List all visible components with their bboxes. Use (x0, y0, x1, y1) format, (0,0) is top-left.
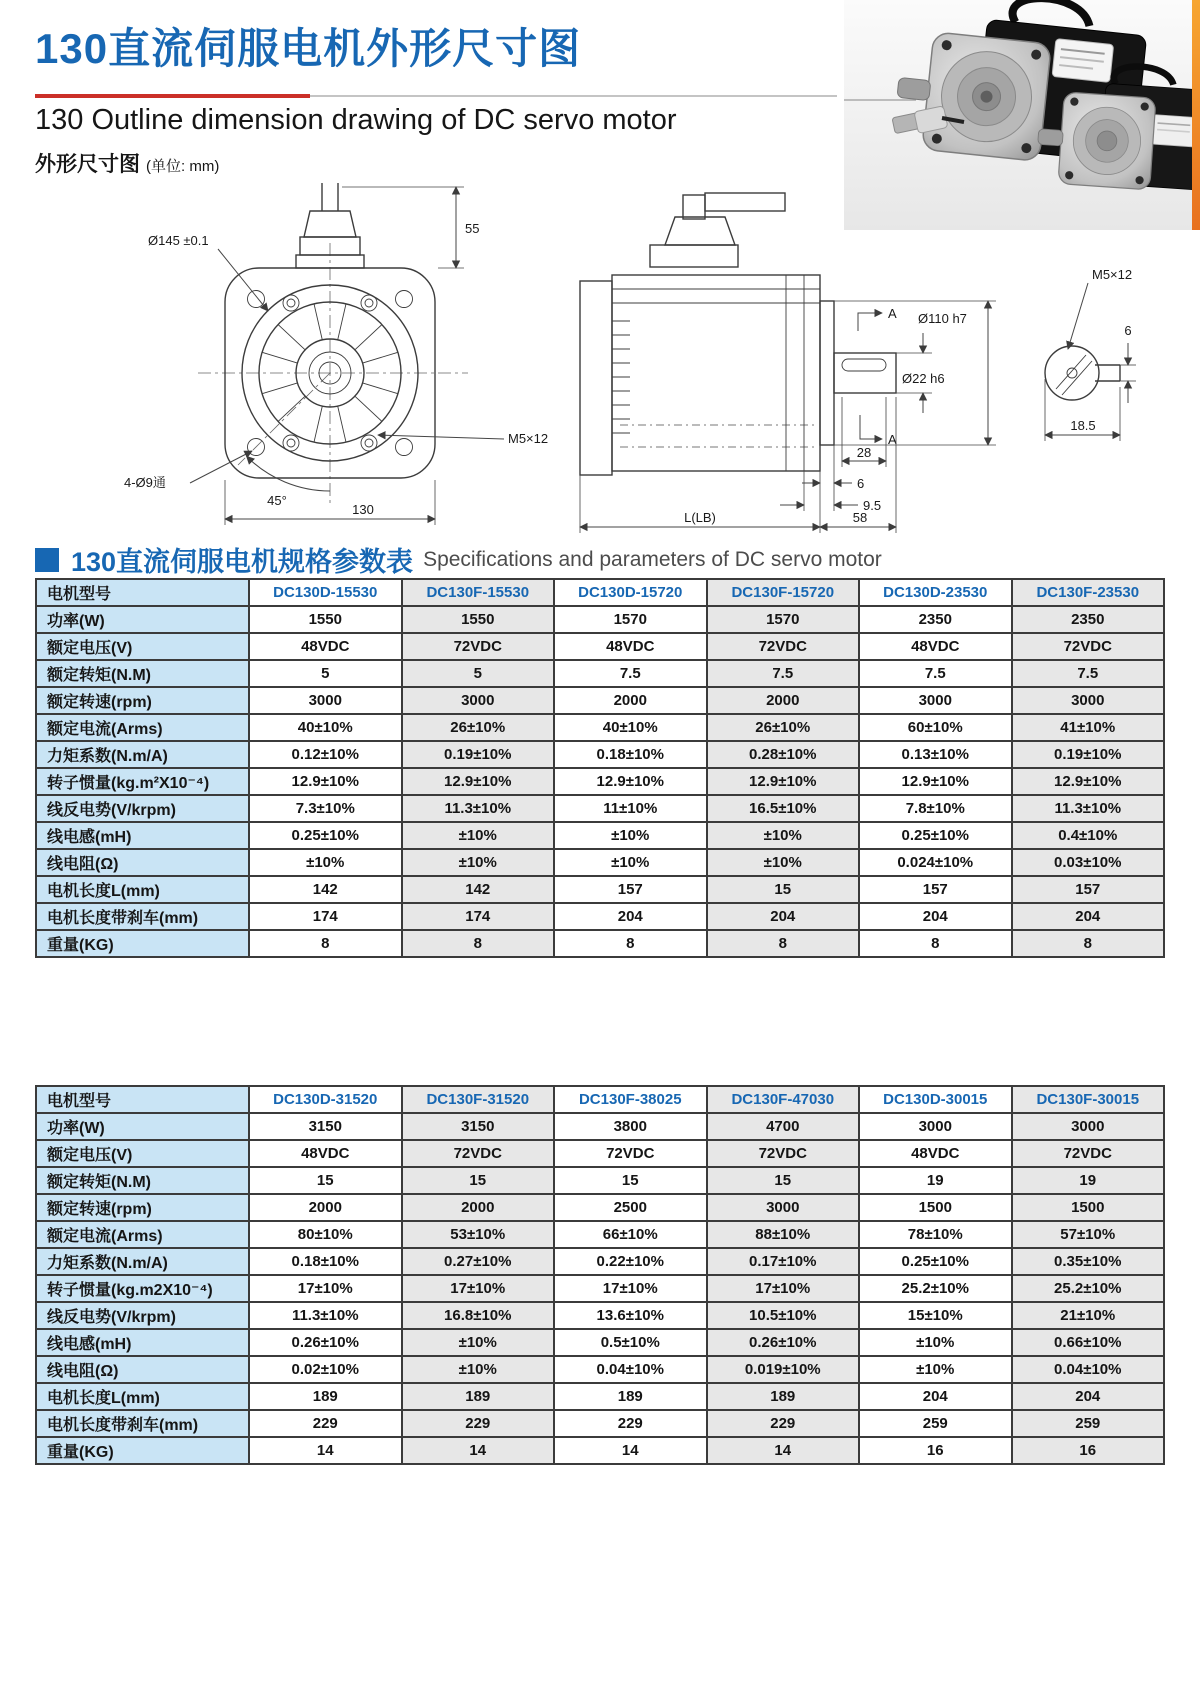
value-cell: 0.18±10% (554, 741, 707, 768)
model-header-row (36, 1086, 1164, 1113)
value-cell: 229 (554, 1410, 707, 1437)
value-cell: 16 (1012, 1437, 1165, 1464)
param-label-cell: 电机型号 (36, 1086, 249, 1113)
value-cell: 1550 (402, 606, 555, 633)
model-header-cell: DC130D-23530 (859, 579, 1012, 606)
spec-row (36, 687, 1164, 714)
model-header-cell: DC130F-38025 (554, 1086, 707, 1113)
spec-row (36, 1329, 1164, 1356)
value-cell: 12.9±10% (707, 768, 860, 795)
spec-row (36, 1194, 1164, 1221)
value-cell: 229 (707, 1410, 860, 1437)
value-cell: 11.3±10% (1012, 795, 1165, 822)
dim-key-offset: 18.5 (1070, 418, 1096, 433)
value-cell: 17±10% (402, 1275, 555, 1302)
spec-row (36, 795, 1164, 822)
param-label-cell: 线反电势(V/krpm) (36, 795, 249, 822)
drawing-label-cn: 外形尺寸图 (35, 153, 140, 176)
value-cell: 157 (859, 876, 1012, 903)
value-cell: 40±10% (249, 714, 402, 741)
value-cell: 48VDC (249, 1140, 402, 1167)
value-cell: 3150 (402, 1113, 555, 1140)
dim-key-length: 28 (856, 445, 872, 460)
value-cell: 174 (402, 903, 555, 930)
value-cell: 17±10% (707, 1275, 860, 1302)
value-cell: 15 (249, 1167, 402, 1194)
value-cell: 0.17±10% (707, 1248, 860, 1275)
param-label-cell: 线电阻(Ω) (36, 1356, 249, 1383)
model-header-cell: DC130D-15530 (249, 579, 402, 606)
param-label-cell: 电机长度L(mm) (36, 1383, 249, 1410)
value-cell: ±10% (402, 1356, 555, 1383)
value-cell: 0.25±10% (859, 822, 1012, 849)
param-label-cell: 转子惯量(kg.m2X10⁻⁴) (36, 1275, 249, 1302)
value-cell: 14 (402, 1437, 555, 1464)
spec-table-1 (35, 578, 1165, 958)
value-cell: 72VDC (707, 633, 860, 660)
value-cell: 204 (859, 903, 1012, 930)
drawing-unit-label: (单位: mm) (146, 158, 220, 175)
param-label-cell: 转子惯量(kg.m²X10⁻⁴) (36, 768, 249, 795)
value-cell: 16.5±10% (707, 795, 860, 822)
value-cell: 16.8±10% (402, 1302, 555, 1329)
drawing-section-label (35, 148, 219, 178)
value-cell: 3000 (707, 1194, 860, 1221)
value-cell: 142 (402, 876, 555, 903)
value-cell: 72VDC (1012, 633, 1165, 660)
value-cell: 7.5 (859, 660, 1012, 687)
value-cell: 204 (1012, 903, 1165, 930)
spec-section-header (35, 540, 882, 579)
value-cell: 0.04±10% (554, 1356, 707, 1383)
value-cell: 12.9±10% (859, 768, 1012, 795)
outline-drawing (120, 183, 1200, 533)
value-cell: 72VDC (402, 633, 555, 660)
value-cell: ±10% (554, 849, 707, 876)
section-a-top: A (888, 306, 897, 321)
value-cell: 0.66±10% (1012, 1329, 1165, 1356)
value-cell: 8 (707, 930, 860, 957)
value-cell: 15 (707, 1167, 860, 1194)
spec-row (36, 1140, 1164, 1167)
param-label-cell: 电机长度带刹车(mm) (36, 1410, 249, 1437)
value-cell: 174 (249, 903, 402, 930)
value-cell: 2350 (859, 606, 1012, 633)
model-header-cell: DC130D-15720 (554, 579, 707, 606)
value-cell: 17±10% (249, 1275, 402, 1302)
value-cell: 12.9±10% (1012, 768, 1165, 795)
value-cell: 7.5 (707, 660, 860, 687)
value-cell: 26±10% (707, 714, 860, 741)
value-cell: 19 (1012, 1167, 1165, 1194)
param-label-cell: 电机型号 (36, 579, 249, 606)
dim-shaft-diameter: Ø22 h6 (902, 371, 945, 386)
value-cell: 48VDC (859, 633, 1012, 660)
value-cell: 66±10% (554, 1221, 707, 1248)
value-cell: 15±10% (859, 1302, 1012, 1329)
param-label-cell: 重量(KG) (36, 930, 249, 957)
value-cell: 3000 (1012, 687, 1165, 714)
value-cell: 0.35±10% (1012, 1248, 1165, 1275)
value-cell: 14 (249, 1437, 402, 1464)
spec-row (36, 1356, 1164, 1383)
dim-shaft-length: 58 (852, 510, 868, 525)
value-cell: 80±10% (249, 1221, 402, 1248)
value-cell: 2000 (554, 687, 707, 714)
value-cell: 0.13±10% (859, 741, 1012, 768)
spec-row (36, 714, 1164, 741)
value-cell: 0.28±10% (707, 741, 860, 768)
value-cell: 142 (249, 876, 402, 903)
value-cell: 0.22±10% (554, 1248, 707, 1275)
value-cell: 13.6±10% (554, 1302, 707, 1329)
spec-row (36, 1221, 1164, 1248)
value-cell: 48VDC (554, 633, 707, 660)
value-cell: 10.5±10% (707, 1302, 860, 1329)
model-header-cell: DC130F-15530 (402, 579, 555, 606)
value-cell: 0.19±10% (1012, 741, 1165, 768)
side-view (580, 193, 996, 533)
value-cell: 2500 (554, 1194, 707, 1221)
spec-row (36, 1302, 1164, 1329)
spec-row (36, 1437, 1164, 1464)
value-cell: 204 (1012, 1383, 1165, 1410)
value-cell: 204 (554, 903, 707, 930)
value-cell: 0.25±10% (859, 1248, 1012, 1275)
param-label-cell: 额定转矩(N.M) (36, 660, 249, 687)
value-cell: 0.03±10% (1012, 849, 1165, 876)
param-label-cell: 电机长度带刹车(mm) (36, 903, 249, 930)
value-cell: 1570 (707, 606, 860, 633)
value-cell: 3800 (554, 1113, 707, 1140)
param-label-cell: 额定转速(rpm) (36, 1194, 249, 1221)
value-cell: 14 (707, 1437, 860, 1464)
value-cell: 0.02±10% (249, 1356, 402, 1383)
value-cell: 0.019±10% (707, 1356, 860, 1383)
value-cell: ±10% (402, 822, 555, 849)
value-cell: 25.2±10% (859, 1275, 1012, 1302)
value-cell: 229 (402, 1410, 555, 1437)
value-cell: 15 (707, 876, 860, 903)
section-title-cn: 130直流伺服电机规格参数表 (71, 547, 414, 577)
spec-row (36, 1275, 1164, 1302)
value-cell: 0.26±10% (249, 1329, 402, 1356)
spec-row (36, 1410, 1164, 1437)
value-cell: ±10% (249, 849, 402, 876)
dim-flange-diameter: Ø145 ±0.1 (148, 233, 209, 248)
dim-connector-height: 55 (465, 221, 480, 236)
value-cell: 8 (1012, 930, 1165, 957)
param-label-cell: 线电感(mH) (36, 822, 249, 849)
value-cell: 72VDC (554, 1140, 707, 1167)
value-cell: 0.024±10% (859, 849, 1012, 876)
value-cell: 0.25±10% (249, 822, 402, 849)
value-cell: 259 (859, 1410, 1012, 1437)
spec-row (36, 1167, 1164, 1194)
value-cell: 57±10% (1012, 1221, 1165, 1248)
model-header-cell: DC130D-31520 (249, 1086, 402, 1113)
divider-grey-segment (310, 95, 837, 97)
value-cell: 1570 (554, 606, 707, 633)
value-cell: 53±10% (402, 1221, 555, 1248)
spec-row (36, 1383, 1164, 1410)
spec-row (36, 822, 1164, 849)
value-cell: 8 (402, 930, 555, 957)
value-cell: 72VDC (707, 1140, 860, 1167)
value-cell: 21±10% (1012, 1302, 1165, 1329)
model-header-row (36, 579, 1164, 606)
value-cell: 189 (707, 1383, 860, 1410)
section-a-bottom: A (888, 432, 897, 447)
value-cell: 11.3±10% (402, 795, 555, 822)
spec-table-2 (35, 1085, 1165, 1465)
title-divider (35, 94, 837, 98)
param-label-cell: 额定电流(Arms) (36, 714, 249, 741)
value-cell: 8 (249, 930, 402, 957)
spec-row (36, 606, 1164, 633)
param-label-cell: 额定转矩(N.M) (36, 1167, 249, 1194)
value-cell: 16 (859, 1437, 1012, 1464)
value-cell: 19 (859, 1167, 1012, 1194)
spec-row (36, 930, 1164, 957)
model-header-cell: DC130F-47030 (707, 1086, 860, 1113)
value-cell: 259 (1012, 1410, 1165, 1437)
dim-mount-holes: 4-Ø9通 (124, 475, 166, 490)
value-cell: 0.04±10% (1012, 1356, 1165, 1383)
spec-row (36, 1113, 1164, 1140)
value-cell: 204 (707, 903, 860, 930)
dim-hole-angle: 45° (267, 493, 287, 508)
value-cell: 8 (859, 930, 1012, 957)
value-cell: 229 (249, 1410, 402, 1437)
value-cell: 0.19±10% (402, 741, 555, 768)
value-cell: ±10% (707, 849, 860, 876)
value-cell: 7.5 (1012, 660, 1165, 687)
value-cell: 2000 (707, 687, 860, 714)
value-cell: 0.27±10% (402, 1248, 555, 1275)
value-cell: 7.8±10% (859, 795, 1012, 822)
value-cell: 0.4±10% (1012, 822, 1165, 849)
value-cell: ±10% (402, 849, 555, 876)
page-subtitle: 130 Outline dimension drawing of DC servo motor (35, 104, 677, 136)
dim-flange-width: 130 (352, 502, 374, 517)
value-cell: 40±10% (554, 714, 707, 741)
param-label-cell: 线电阻(Ω) (36, 849, 249, 876)
value-cell: 204 (859, 1383, 1012, 1410)
value-cell: 2000 (249, 1194, 402, 1221)
divider-red-segment (35, 94, 310, 98)
value-cell: 0.18±10% (249, 1248, 402, 1275)
value-cell: 26±10% (402, 714, 555, 741)
value-cell: 48VDC (859, 1140, 1012, 1167)
spec-row (36, 768, 1164, 795)
param-label-cell: 功率(W) (36, 1113, 249, 1140)
value-cell: 11±10% (554, 795, 707, 822)
model-header-cell: DC130D-30015 (859, 1086, 1012, 1113)
section-bullet-icon (35, 548, 59, 572)
value-cell: 0.26±10% (707, 1329, 860, 1356)
value-cell: 3000 (402, 687, 555, 714)
value-cell: 189 (249, 1383, 402, 1410)
value-cell: 72VDC (402, 1140, 555, 1167)
spec-row (36, 660, 1164, 687)
model-header-cell: DC130F-31520 (402, 1086, 555, 1113)
value-cell: ±10% (707, 822, 860, 849)
value-cell: 5 (402, 660, 555, 687)
value-cell: 1500 (1012, 1194, 1165, 1221)
param-label-cell: 额定转速(rpm) (36, 687, 249, 714)
value-cell: 48VDC (249, 633, 402, 660)
value-cell: 60±10% (859, 714, 1012, 741)
value-cell: ±10% (554, 822, 707, 849)
value-cell: 157 (554, 876, 707, 903)
param-label-cell: 额定电压(V) (36, 1140, 249, 1167)
value-cell: 12.9±10% (402, 768, 555, 795)
front-view (124, 183, 548, 525)
value-cell: 189 (402, 1383, 555, 1410)
value-cell: 15 (402, 1167, 555, 1194)
param-label-cell: 额定电流(Arms) (36, 1221, 249, 1248)
value-cell: 3000 (859, 1113, 1012, 1140)
value-cell: 1500 (859, 1194, 1012, 1221)
dim-body-length: L(LB) (684, 510, 716, 525)
param-label-cell: 力矩系数(N.m/A) (36, 1248, 249, 1275)
param-label-cell: 线电感(mH) (36, 1329, 249, 1356)
spec-row (36, 849, 1164, 876)
value-cell: 3000 (249, 687, 402, 714)
value-cell: 25.2±10% (1012, 1275, 1165, 1302)
value-cell: 2000 (402, 1194, 555, 1221)
param-label-cell: 力矩系数(N.m/A) (36, 741, 249, 768)
value-cell: 12.9±10% (554, 768, 707, 795)
spec-row (36, 1248, 1164, 1275)
section-title-en: Specifications and parameters of DC servo motor (423, 547, 882, 571)
value-cell: 72VDC (1012, 1140, 1165, 1167)
spec-row (36, 876, 1164, 903)
value-cell: 41±10% (1012, 714, 1165, 741)
param-label-cell: 电机长度L(mm) (36, 876, 249, 903)
value-cell: ±10% (859, 1356, 1012, 1383)
dim-key-width: 6 (1124, 323, 1132, 338)
value-cell: 3150 (249, 1113, 402, 1140)
value-cell: 8 (554, 930, 707, 957)
value-cell: 11.3±10% (249, 1302, 402, 1329)
value-cell: 12.9±10% (249, 768, 402, 795)
param-label-cell: 重量(KG) (36, 1437, 249, 1464)
page-title: 130直流伺服电机外形尺寸图 (35, 25, 582, 72)
value-cell: 17±10% (554, 1275, 707, 1302)
value-cell: 5 (249, 660, 402, 687)
shaft-end-view (1045, 267, 1136, 441)
value-cell: ±10% (859, 1329, 1012, 1356)
dim-end-screw: M5×12 (1092, 267, 1133, 282)
dim-boss-thickness: 6 (857, 476, 865, 491)
value-cell: 3000 (1012, 1113, 1165, 1140)
spec-row (36, 741, 1164, 768)
spec-row (36, 633, 1164, 660)
dim-step: 9.5 (863, 498, 882, 513)
value-cell: 157 (1012, 876, 1165, 903)
dim-boss-diameter: Ø110 h7 (918, 311, 967, 326)
value-cell: 4700 (707, 1113, 860, 1140)
value-cell: 1550 (249, 606, 402, 633)
value-cell: 7.3±10% (249, 795, 402, 822)
param-label-cell: 功率(W) (36, 606, 249, 633)
value-cell: 0.12±10% (249, 741, 402, 768)
dim-front-screw: M5×12 (508, 431, 549, 446)
model-header-cell: DC130F-23530 (1012, 579, 1165, 606)
model-header-cell: DC130F-15720 (707, 579, 860, 606)
value-cell: 14 (554, 1437, 707, 1464)
value-cell: 15 (554, 1167, 707, 1194)
value-cell: 0.5±10% (554, 1329, 707, 1356)
value-cell: 88±10% (707, 1221, 860, 1248)
model-header-cell: DC130F-30015 (1012, 1086, 1165, 1113)
value-cell: 78±10% (859, 1221, 1012, 1248)
value-cell: ±10% (402, 1329, 555, 1356)
param-label-cell: 线反电势(V/krpm) (36, 1302, 249, 1329)
value-cell: 189 (554, 1383, 707, 1410)
spec-row (36, 903, 1164, 930)
value-cell: 2350 (1012, 606, 1165, 633)
param-label-cell: 额定电压(V) (36, 633, 249, 660)
value-cell: 7.5 (554, 660, 707, 687)
value-cell: 3000 (859, 687, 1012, 714)
